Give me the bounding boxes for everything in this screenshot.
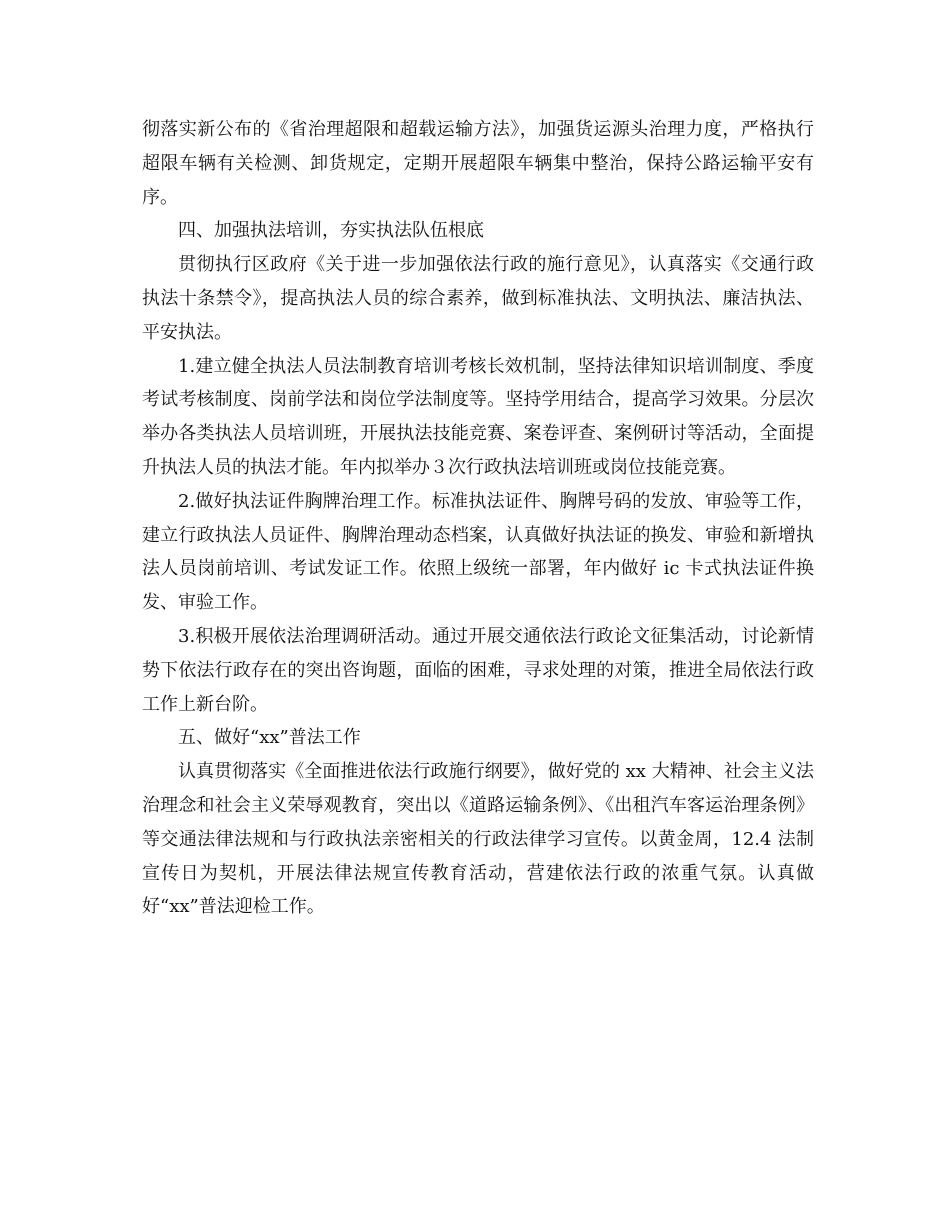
- document-body: [142, 113, 814, 924]
- section-heading-four: 四、加强执法培训，夯实执法队伍根底: [178, 220, 484, 242]
- paragraph-item-one: 1.建立健全执法人员法制教育培训考核长效机制，坚持法律知识培训制度、季度考试考核制度、岗前学法和岗位学法制度等。坚持学用结合，提高学习效果。分层次举办各类执法人员培训班，开展执法技能竞赛、案卷评查、案例研讨等活动，全面提升执法人员的执法才能。年内拟举办３次行政执法培训班或岗位技能竞赛。: [142, 355, 814, 478]
- paragraph-section-four-intro: 贯彻执行区政府《关于进一步加强依法行政的施行意见》，认真落实《交通行政执法十条禁令》，提高执法人员的综合素养，做到标准执法、文明执法、廉洁执法、平安执法。: [142, 254, 814, 343]
- section-heading-five: 五、做好“xx”普法工作: [178, 727, 361, 749]
- paragraph-item-two: 2.做好执法证件胸牌治理工作。标准执法证件、胸牌号码的发放、审验等工作，建立行政执法人员证件、胸牌治理动态档案，认真做好执法证的换发、审验和新增执法人员岗前培训、考试发证工作。依照上级统一部署，年内做好 ic 卡式执法证件换发、审验工作。: [142, 490, 814, 614]
- paragraph-section-five-body: 认真贯彻落实《全面推进依法行政施行纲要》，做好党的 xx 大精神、社会主义法治理念和社会主义荣辱观教育，突出以《道路运输条例》、《出租汽车客运治理条例》等交通法律法规和与行政执法亲密相关的行政法律学习宣传。以黄金周，12.4 法制宣传日为契机，开展法律法规宣传教育活动，营建依法行政的浓重气氛。认真做好“xx”普法迎检工作。: [142, 761, 814, 918]
- paragraph-continued-intro: 彻落实新公布的《省治理超限和超载运输方法》，加强货运源头治理力度，严格执行超限车辆有关检测、卸货规定，定期开展超限车辆集中整治，保持公路运输平安有序。: [142, 119, 814, 208]
- paragraph-item-three: 3.积极开展依法治理调研活动。通过开展交通依法行政论文征集活动，讨论新情势下依法行政存在的突出咨询题，面临的困难，寻求处理的对策，推进全局依法行政工作上新台阶。: [142, 625, 814, 715]
